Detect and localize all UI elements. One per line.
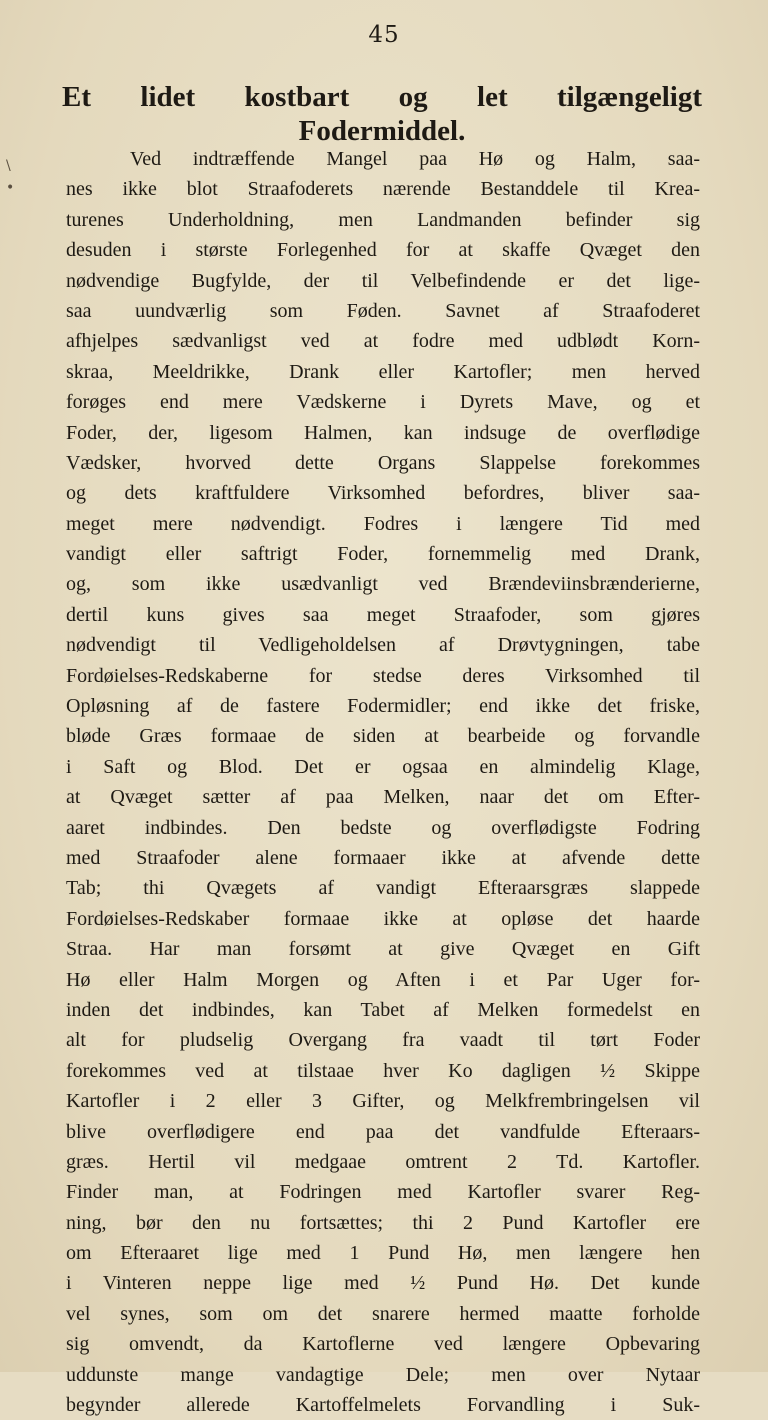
text-line: Finder man, at Fodringen med Kartofler svarer Reg- [66, 1181, 700, 1204]
text-line: Fordøielses-Redskaberne for stedse deres Virksomhed til [66, 664, 700, 687]
text-line: vel synes, som om det snarere hermed maatte forholde [66, 1302, 700, 1325]
text-line: Straa. Har man forsømt at give Qvæget en Gift [66, 938, 700, 961]
text-line: Kartofler i 2 eller 3 Gifter, og Melkfrembringelsen vil [66, 1090, 700, 1113]
text-line: alt for pludselig Overgang fra vaadt til tørt Foder [66, 1029, 700, 1052]
text-line: dertil kuns gives saa meget Straafoder, som gjøres [66, 603, 700, 626]
text-line: uddunste mange vandagtige Dele; men over Nytaar [66, 1363, 700, 1386]
text-line: skraa, Meeldrikke, Drank eller Kartofler; men herved [66, 360, 700, 383]
section-heading [62, 80, 702, 148]
text-line: Foder, der, ligesom Halmen, kan indsuge de overflødige [66, 421, 700, 444]
text-line: desuden i største Forlegenhed for at skaffe Qvæget den [66, 239, 700, 262]
margin-mark: \ [6, 158, 11, 174]
text-line: sig omvendt, da Kartoflerne ved længere Opbevaring [66, 1333, 700, 1356]
text-line: aaret indbindes. Den bedste og overflødigste Fodring [66, 816, 700, 839]
text-line: nødvendige Bugfylde, der til Velbefindende er det lige- [66, 269, 700, 292]
heading-line-1: Et lidet kostbart og let tilgængeligt [62, 81, 702, 113]
text-line: nødvendigt til Vedligeholdelsen af Drøvtygningen, tabe [66, 634, 700, 657]
heading-line-2: Fodermiddel. [298, 115, 466, 147]
text-line: meget mere nødvendigt. Fodres i længere Tid med [66, 512, 700, 535]
text-line: saa uundværlig som Føden. Savnet af Straafoderet [66, 299, 700, 322]
text-line: med Straafoder alene formaaer ikke at afvende dette [66, 846, 700, 869]
text-line: begynder allerede Kartoffelmelets Forvandling i Suk- [66, 1394, 700, 1417]
text-line: forøges end mere Vædskerne i Dyrets Mave, og et [66, 391, 700, 414]
text-line: inden det indbindes, kan Tabet af Melken formedelst en [66, 998, 700, 1021]
text-line: ning, bør den nu fortsættes; thi 2 Pund Kartofler ere [66, 1211, 700, 1234]
margin-mark: • [6, 180, 15, 196]
text-line: bløde Græs formaae de siden at bearbeide og forvandle [66, 725, 700, 748]
text-line: blive overflødigere end paa det vandfulde Efteraars- [66, 1120, 700, 1143]
text-line: vandigt eller saftrigt Foder, fornemmelig med Drank, [66, 543, 700, 566]
text-line: nes ikke blot Straafoderets nærende Bestanddele til Krea- [66, 178, 700, 201]
text-line: afhjelpes sædvanligst ved at fodre med udblødt Korn- [66, 330, 700, 353]
text-line: forekommes ved at tilstaae hver Ko dagligen ½ Skippe [66, 1059, 700, 1082]
text-line: Opløsning af de fastere Fodermidler; end ikke det friske, [66, 695, 700, 718]
text-line: græs. Hertil vil medgaae omtrent 2 Td. Kartofler. [66, 1150, 700, 1173]
text-line: Tab; thi Qvægets af vandigt Efteraarsgræs slappede [66, 877, 700, 900]
text-line: Fordøielses-Redskaber formaae ikke at opløse det haarde [66, 907, 700, 930]
page-number: 45 [368, 22, 400, 48]
text-line: Vædsker, hvorved dette Organs Slappelse forekommes [66, 451, 700, 474]
text-line: Ved indtræffende Mangel paa Hø og Halm, saa- [130, 148, 700, 170]
text-line: at Qvæget sætter af paa Melken, naar det om Efter- [66, 786, 700, 809]
text-line: om Efteraaret lige med 1 Pund Hø, men længere hen [66, 1242, 700, 1265]
text-line: Hø eller Halm Morgen og Aften i et Par Uger for- [66, 968, 700, 991]
text-line: i Vinteren neppe lige med ½ Pund Hø. Det kunde [66, 1272, 700, 1295]
text-line: i Saft og Blod. Det er ogsaa en almindelig Klage, [66, 755, 700, 778]
body-paragraph [66, 144, 700, 1420]
text-line: turenes Underholdning, men Landmanden befinder sig [66, 208, 700, 231]
text-line: og, som ikke usædvanligt ved Brændeviinsbrænderierne, [66, 573, 700, 596]
text-line: og dets kraftfuldere Virksomhed befordres, bliver saa- [66, 482, 700, 505]
